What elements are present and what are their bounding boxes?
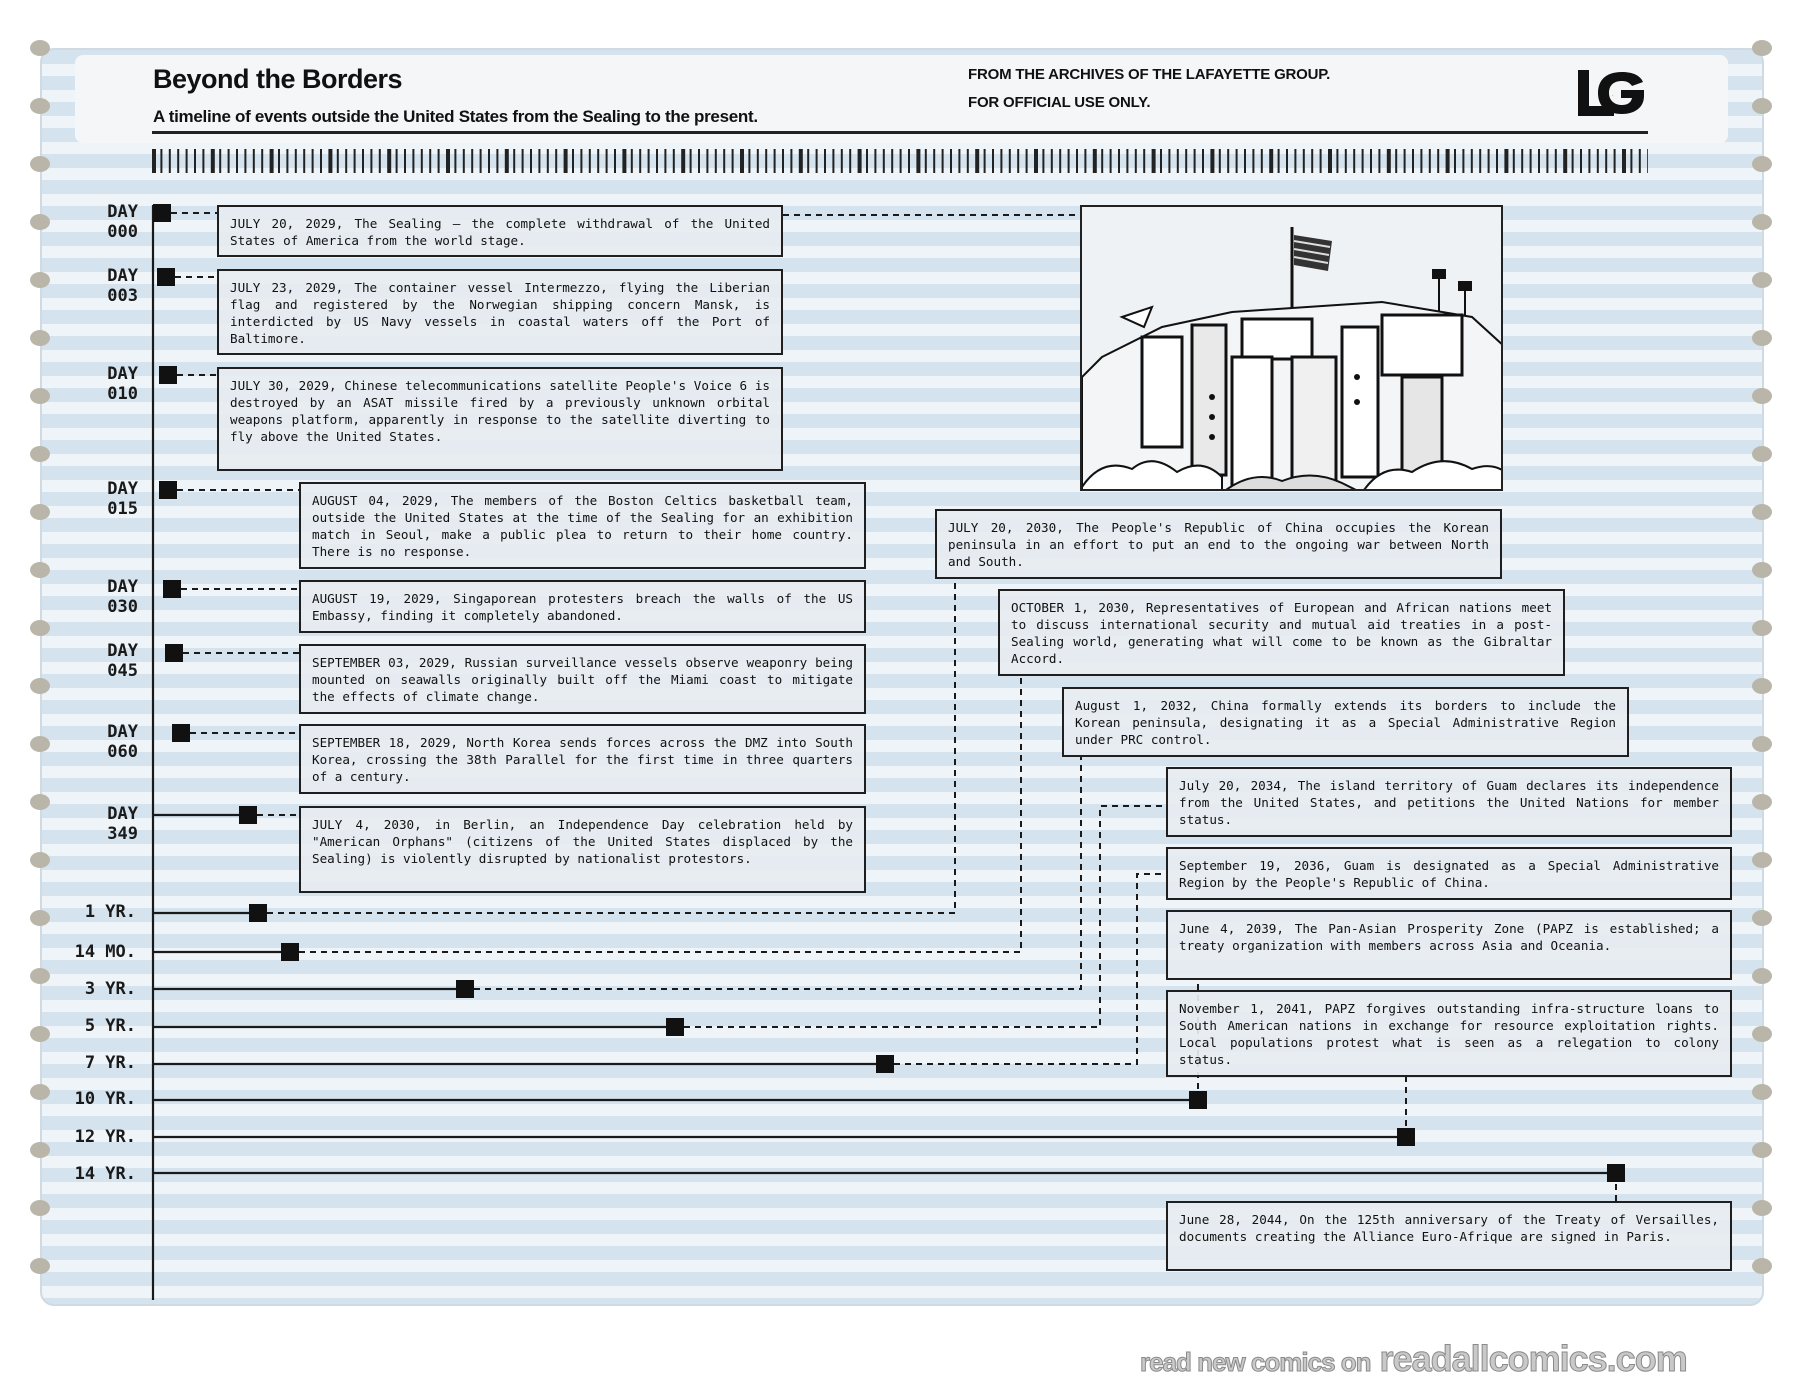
timeline-marker [165,644,183,662]
event-card: JULY 30, 2029, Chinese telecommunications satellite People's Voice 6 is destroyed by an ASAT missile fired by a previously unknown orbital weapons platform, apparently in response to the satellite diverting to fly above the United States. [217,367,783,471]
event-card: OCTOBER 1, 2030, Representatives of European and African nations meet to discuss international security and mutual aid treaties in a post-Sealing world, generating what will come to be known as the Gibraltar Accord. [998,589,1565,676]
page-title: Beyond the Borders [153,64,403,94]
year-label: 12 YR. [74,1127,136,1147]
timeline-marker [157,268,175,286]
day-label: DAY 010 [107,364,138,404]
event-card: SEPTEMBER 18, 2029, North Korea sends forces across the DMZ into South Korea, crossing the 38th Parallel for the first time in three quarters of a century. [299,724,866,794]
year-label: 10 YR. [74,1089,136,1109]
event-card: November 1, 2041, PAPZ forgives outstanding infra-structure loans to South American nations in exchange for resource exploitation rights. Local populations protest what is seen as a relegation to colony status. [1166,990,1732,1077]
archive-notice: FROM THE ARCHIVES OF THE LAFAYETTE GROUP. [968,66,1331,83]
timeline-marker [456,980,474,998]
event-card: June 4, 2039, The Pan-Asian Prosperity Zone (PAPZ is established; a treaty organization with members across Asia and Oceania. [1166,910,1732,980]
event-card: JULY 20, 2030, The People's Republic of China occupies the Korean peninsula in an effort to put an end to the ongoing war between North and South. [935,509,1502,579]
event-card: JULY 4, 2030, in Berlin, an Independence Day celebration held by "American Orphans" (citizens of the United States displaced by the Sealing) is violently disrupted by nationalist protestors. [299,806,866,893]
timeline-marker [1189,1091,1207,1109]
page-subtitle: A timeline of events outside the United States from the Sealing to the present. [153,107,758,126]
day-label: DAY 045 [107,641,138,681]
year-label: 14 MO. [74,942,136,962]
timeline-marker [876,1055,894,1073]
event-card: September 19, 2036, Guam is designated as a Special Administrative Region by the People's Republic of China. [1166,847,1732,900]
day-label: DAY 015 [107,479,138,519]
timeline-marker [163,580,181,598]
event-card: July 20, 2034, The island territory of Guam declares its independence from the United States, and petitions the United Nations for member status. [1166,767,1732,837]
classification-notice: FOR OFFICIAL USE ONLY. [968,94,1151,111]
timeline-marker [281,943,299,961]
year-label: 3 YR. [84,979,136,999]
timeline-marker [239,806,257,824]
day-label: DAY 000 [107,202,138,242]
day-label: DAY 349 [107,804,138,844]
timeline-connector [894,874,1166,1064]
timeline-marker [159,481,177,499]
event-card: August 1, 2032, China formally extends its borders to include the Korean peninsula, designating it as a Special Administrative Region under PRC control. [1062,687,1629,757]
embassy-illustration [1080,205,1503,491]
timeline-marker [666,1018,684,1036]
svg-text:LG: LG [1612,96,1614,97]
event-card: AUGUST 04, 2029, The members of the Boston Celtics basketball team, outside the United States at the time of the Sealing for an exhibition match in Seoul, make a public plea to return to their home country. There is no response. [299,482,866,569]
event-card: AUGUST 19, 2029, Singaporean protesters breach the walls of the US Embassy, finding it completely abandoned. [299,580,866,633]
year-label: 5 YR. [84,1016,136,1036]
year-label: 14 YR. [74,1164,136,1184]
year-label: 7 YR. [84,1053,136,1073]
event-card: June 28, 2044, On the 125th anniversary of the Treaty of Versailles, documents creating the Alliance Euro-Afrique are signed in Paris. [1166,1201,1732,1271]
timeline-marker [153,204,171,222]
timeline-marker [172,724,190,742]
timeline-marker [159,366,177,384]
timeline-marker [1397,1128,1415,1146]
year-label: 1 YR. [84,902,136,922]
day-label: DAY 003 [107,266,138,306]
timeline-marker [1607,1164,1625,1182]
site-watermark: read new comics on readallcomics.com [1140,1338,1687,1379]
event-card: JULY 23, 2029, The container vessel Intermezzo, flying the Liberian flag and registered by the Norwegian shipping concern Mansk, is interdicted by US Navy vessels in coastal waters off the Port of Baltimore. [217,269,783,355]
event-card: SEPTEMBER 03, 2029, Russian surveillance vessels observe weaponry being mounted on seawalls originally built off the Miami coast to mitigate the effects of climate change. [299,644,866,714]
event-card: JULY 20, 2029, The Sealing – the complete withdrawal of the United States of America from the world stage. [217,205,783,257]
day-label: DAY 060 [107,722,138,762]
timeline-marker [249,904,267,922]
day-label: DAY 030 [107,577,138,617]
